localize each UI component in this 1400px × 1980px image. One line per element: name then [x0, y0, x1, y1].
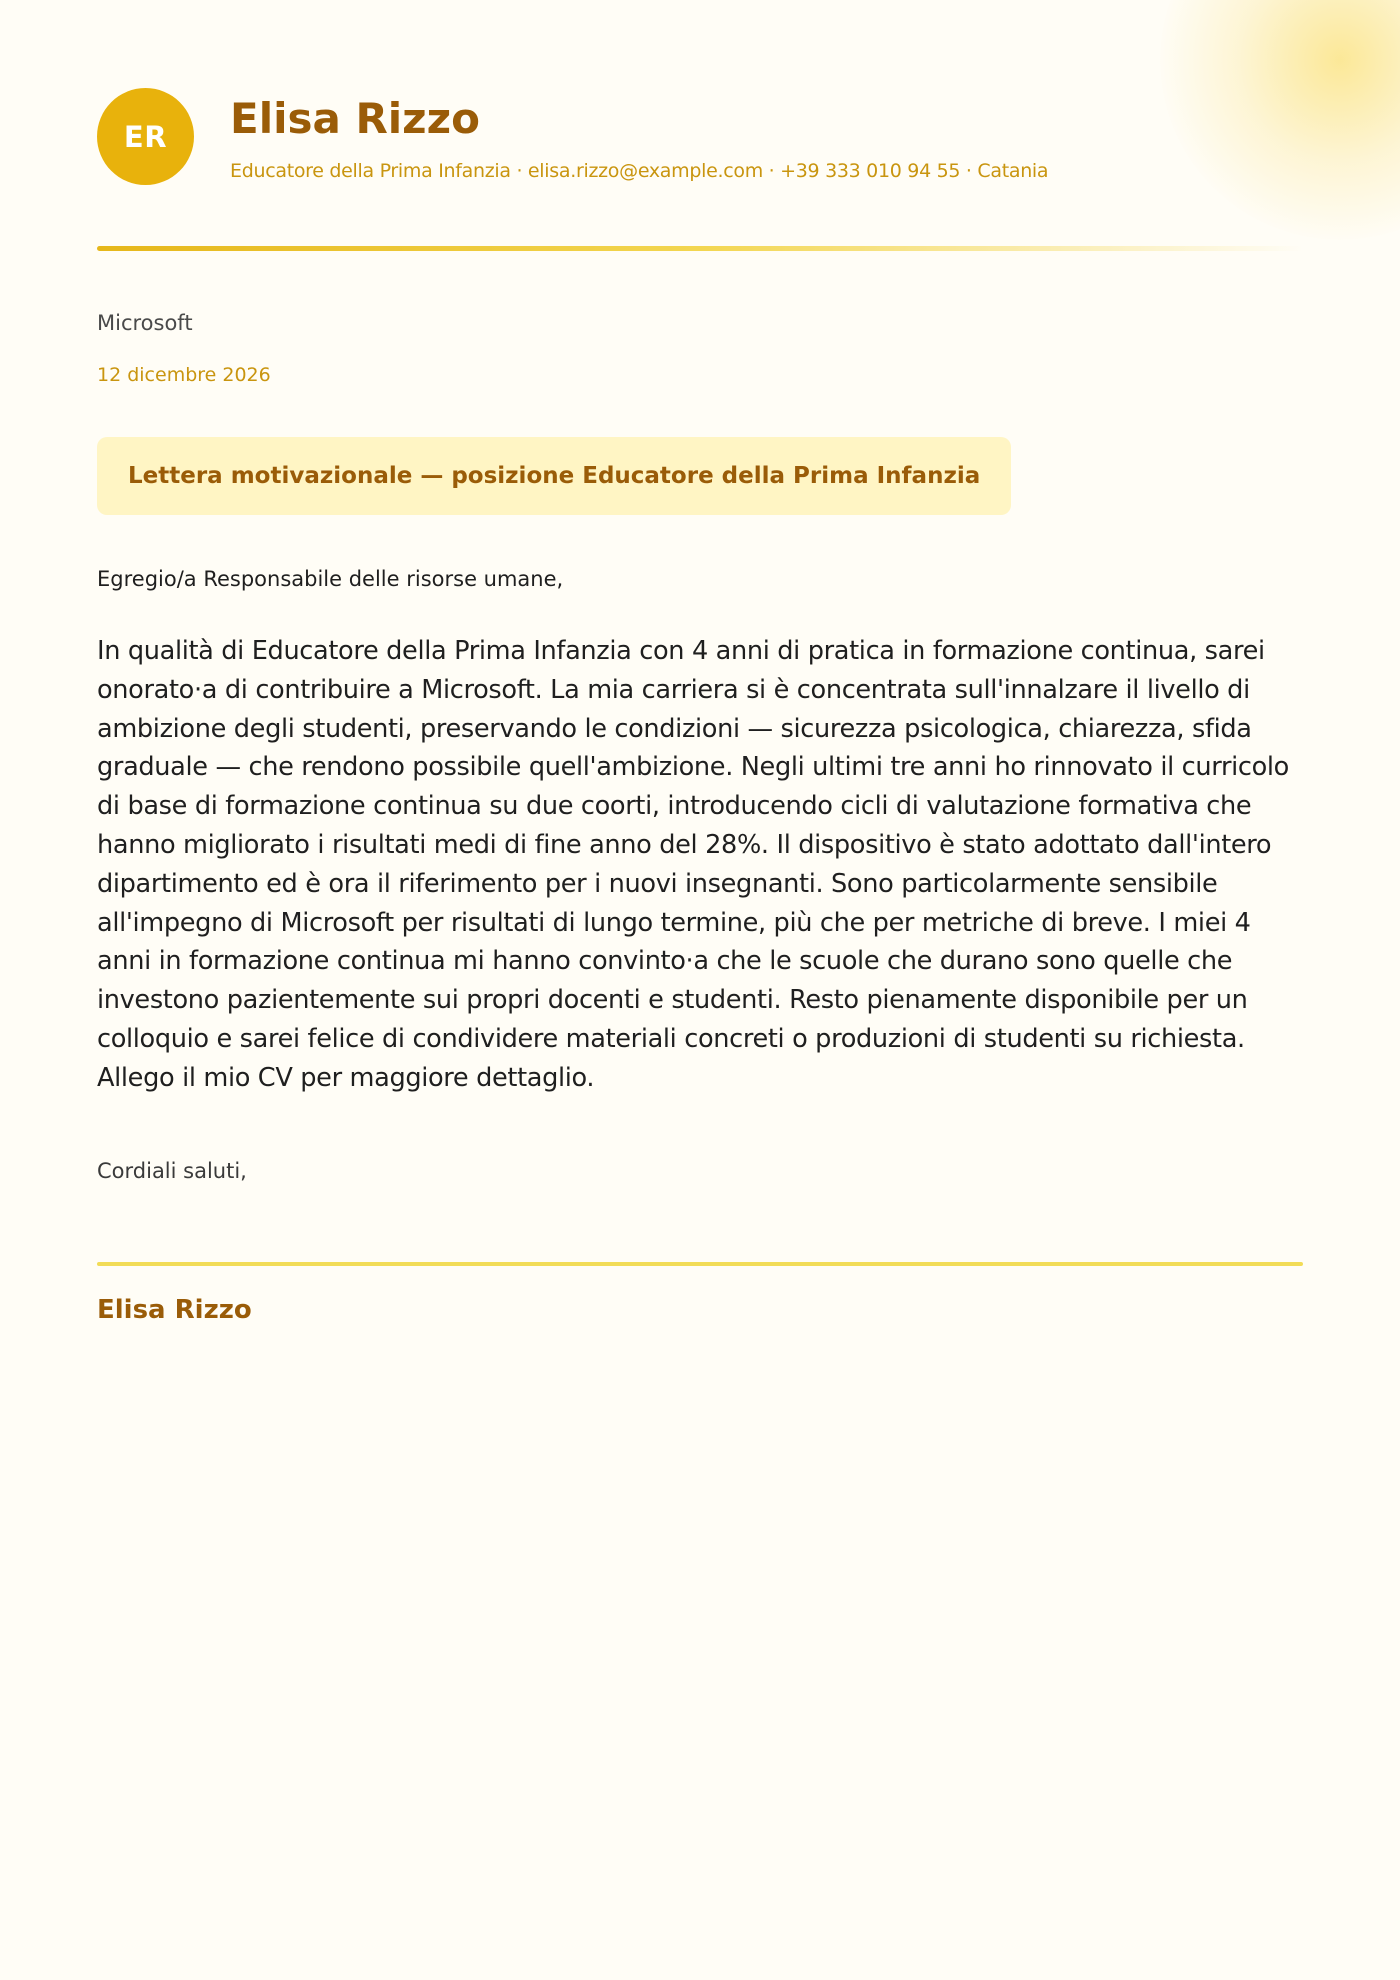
letter-body: In qualità di Educatore della Prima Infanzia con 4 anni di pratica in formazione continua, sarei onorato·a di contribuire a Microsoft. La mia carriera si è concentrata sull'innalzare il livello di ambizione degli studenti, preservando le condizioni — sicurezza psicologica, chiarezza, sfida graduale — che rendono possibile quell'ambizione. Negli ultimi tre anni ho rinnovato il curricolo di base di formazione continua su due coorti, introducendo cicli di valutazione formativa che hanno migliorato i risultati medi di fine anno del 28%. Il dispositivo è stato adottato dall'intero dipartimento ed è ora il riferimento per i nuovi insegnanti. Sono particolarmente sensibile all'impegno di Microsoft per risultati di lungo termine, più che per metriche di breve. I miei 4 anni in formazione continua mi hanno convinto·a che le scuole che durano sono quelle che investono pazientemente sui propri docenti e studenti. Resto pienamente disponibile per un colloquio e sarei felice di condividere materiali concreti o produzioni di studenti su richiesta. Allego il mio CV per maggiore dettaglio. — [97, 636, 1289, 1093]
letter-header — [97, 88, 1303, 188]
recipient: Microsoft — [97, 311, 193, 335]
signature-name: Elisa Rizzo — [97, 1295, 252, 1325]
subject-box — [97, 437, 1011, 515]
sender-name: Elisa Rizzo — [230, 94, 480, 143]
letter-date: 12 dicembre 2026 — [97, 364, 271, 386]
salutation: Egregio/a Responsabile delle risorse umane, — [97, 567, 564, 591]
avatar: ER — [97, 88, 194, 185]
closing: Cordiali saluti, — [97, 1159, 247, 1183]
header-divider — [97, 246, 1303, 251]
signature-divider — [97, 1262, 1303, 1266]
subject-line: Lettera motivazionale — posizione Educatore della Prima Infanzia — [128, 463, 981, 489]
contact-line: Educatore della Prima Infanzia · elisa.rizzo@example.com · +39 333 010 94 55 · Catania — [230, 160, 1049, 182]
